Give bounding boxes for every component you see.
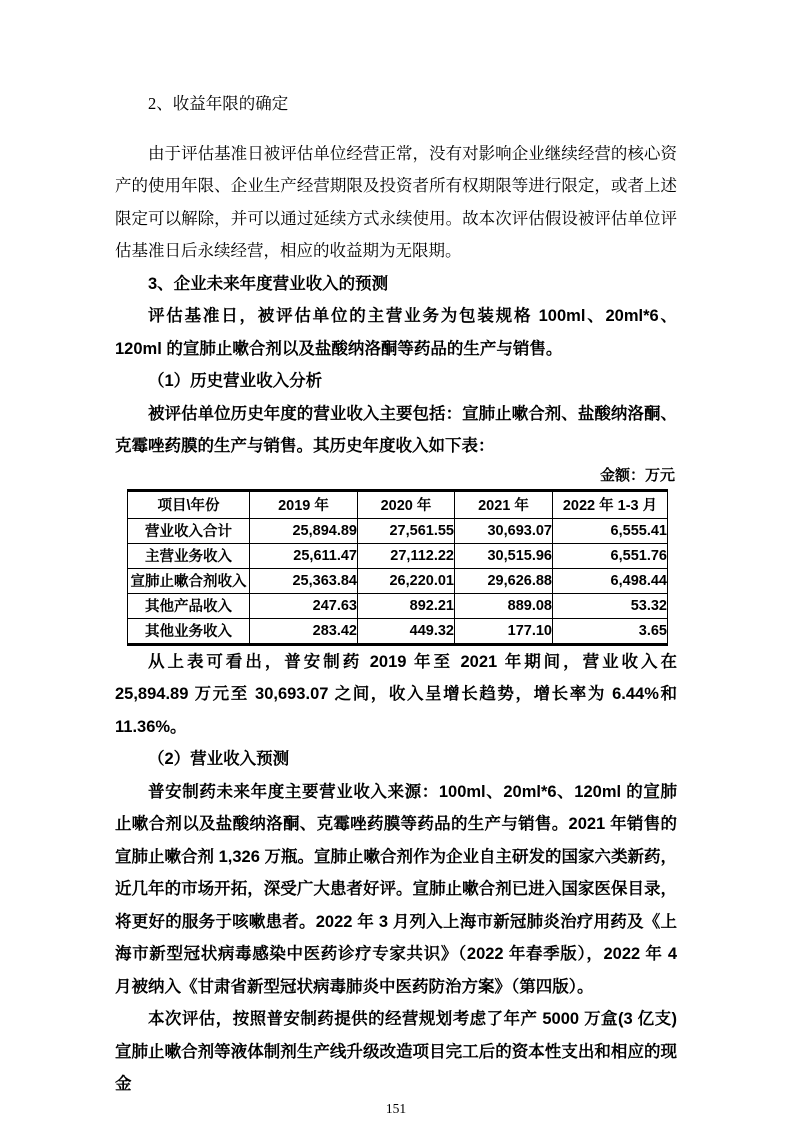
- table-value-cell: 247.63: [250, 593, 358, 618]
- table-row: [128, 543, 668, 568]
- section-heading-revenue-forecast: 3、企业未来年度营业收入的预测: [148, 274, 389, 293]
- table-row: [128, 518, 668, 543]
- table-value-cell: 30,693.07: [455, 518, 553, 543]
- table-value-cell: 25,894.89: [250, 518, 358, 543]
- table-row: [128, 618, 668, 644]
- table-value-cell: 6,555.41: [553, 518, 668, 543]
- table-value-cell: 25,611.47: [250, 543, 358, 568]
- subsection-heading-history-analysis: （1）历史营业收入分析: [148, 372, 323, 390]
- table-value-cell: 53.32: [553, 593, 668, 618]
- table-value-cell: 30,515.96: [455, 543, 553, 568]
- table-row-label: 主营业务收入: [128, 543, 250, 568]
- table-value-cell: 29,626.88: [455, 568, 553, 593]
- paragraph-table-analysis: 从上表可看出，普安制药 2019 年至 2021 年期间，营业收入在 25,894.89 万元至 30,693.07 之间，收入呈增长趋势，增长率为 6.44%和 11.36%。: [115, 652, 677, 736]
- table-value-cell: 283.42: [250, 618, 358, 644]
- table-value-cell: 27,561.55: [358, 518, 455, 543]
- table-header-cell: 2020 年: [358, 490, 455, 518]
- table-unit-label: 金额：万元: [599, 466, 675, 484]
- page-number: 151: [385, 1100, 407, 1116]
- table-value-cell: 26,220.01: [358, 568, 455, 593]
- table-row: [128, 593, 668, 618]
- table-value-cell: 25,363.84: [250, 568, 358, 593]
- table-header-cell: 2019 年: [250, 490, 358, 518]
- page-content: [115, 88, 677, 1119]
- table-value-cell: 892.21: [358, 593, 455, 618]
- subsection-heading-revenue-prediction: （2）营业收入预测: [148, 750, 290, 768]
- table-row-label: 宣肺止嗽合剂收入: [128, 568, 250, 593]
- table-value-cell: 3.65: [553, 618, 668, 644]
- table-body: [128, 518, 668, 644]
- table-value-cell: 6,498.44: [553, 568, 668, 593]
- paragraph-revenue-sources: 普安制药未来年度主要营业收入来源：100ml、20ml*6、120ml 的宣肺止嗽合剂以及盐酸纳洛酮、克霉唑药膜等药品的生产与销售。2021 年销售的宣肺止嗽合剂 1,326 万瓶。宣肺止嗽合剂作为企业自主研发的国家六类新药，近几年的市场开拓，深受广大患者好评。宣肺止嗽合剂已进入国家医保目录，将更好的服务于咳嗽患者。2022 年 3 月列入上海市新冠肺炎治疗用药及《上海市新型冠状病毒感染中医药诊疗专家共识》（2022 年春季版），2022 年 4 月被纳入《甘肃省新型冠状病毒肺炎中医药防治方案》（第四版）。: [115, 782, 677, 996]
- historical-revenue-table: [127, 489, 668, 646]
- table-value-cell: 449.32: [358, 618, 455, 644]
- paragraph-income-period: 由于评估基准日被评估单位经营正常，没有对影响企业继续经营的核心资产的使用年限、企业生产经营期限及投资者所有权期限等进行限定，或者上述限定可以解除，并可以通过延续方式永续使用。故本次评估假设被评估单位评估基准日后永续经营，相应的收益期为无限期。: [115, 143, 677, 260]
- table-header-cell: 2022 年 1-3 月: [553, 490, 668, 518]
- table-row-label: 营业收入合计: [128, 518, 250, 543]
- table-header-cell: 2021 年: [455, 490, 553, 518]
- table-header-cell: 项目\年份: [128, 490, 250, 518]
- table-value-cell: 6,551.76: [553, 543, 668, 568]
- section-heading-income-period: 2、收益年限的确定: [148, 94, 289, 113]
- table-row: [128, 568, 668, 593]
- table-header-row: [128, 490, 668, 518]
- table-value-cell: 177.10: [455, 618, 553, 644]
- paragraph-history-revenue: 被评估单位历史年度的营业收入主要包括：宣肺止嗽合剂、盐酸纳洛酮、克霉唑药膜的生产与销售。其历史年度收入如下表：: [115, 404, 677, 455]
- table-row-label: 其他业务收入: [128, 618, 250, 644]
- paragraph-capex-plan: 本次评估，按照普安制药提供的经营规划考虑了年产 5000 万盒(3 亿支)宣肺止嗽合剂等液体制剂生产线升级改造项目完工后的资本性支出和相应的现金: [115, 1010, 677, 1093]
- table-value-cell: 27,112.22: [358, 543, 455, 568]
- paragraph-main-business: 评估基准日，被评估单位的主营业务为包装规格 100ml、20ml*6、120ml 的宣肺止嗽合剂以及盐酸纳洛酮等药品的生产与销售。: [115, 307, 677, 358]
- table-value-cell: 889.08: [455, 593, 553, 618]
- table-row-label: 其他产品收入: [128, 593, 250, 618]
